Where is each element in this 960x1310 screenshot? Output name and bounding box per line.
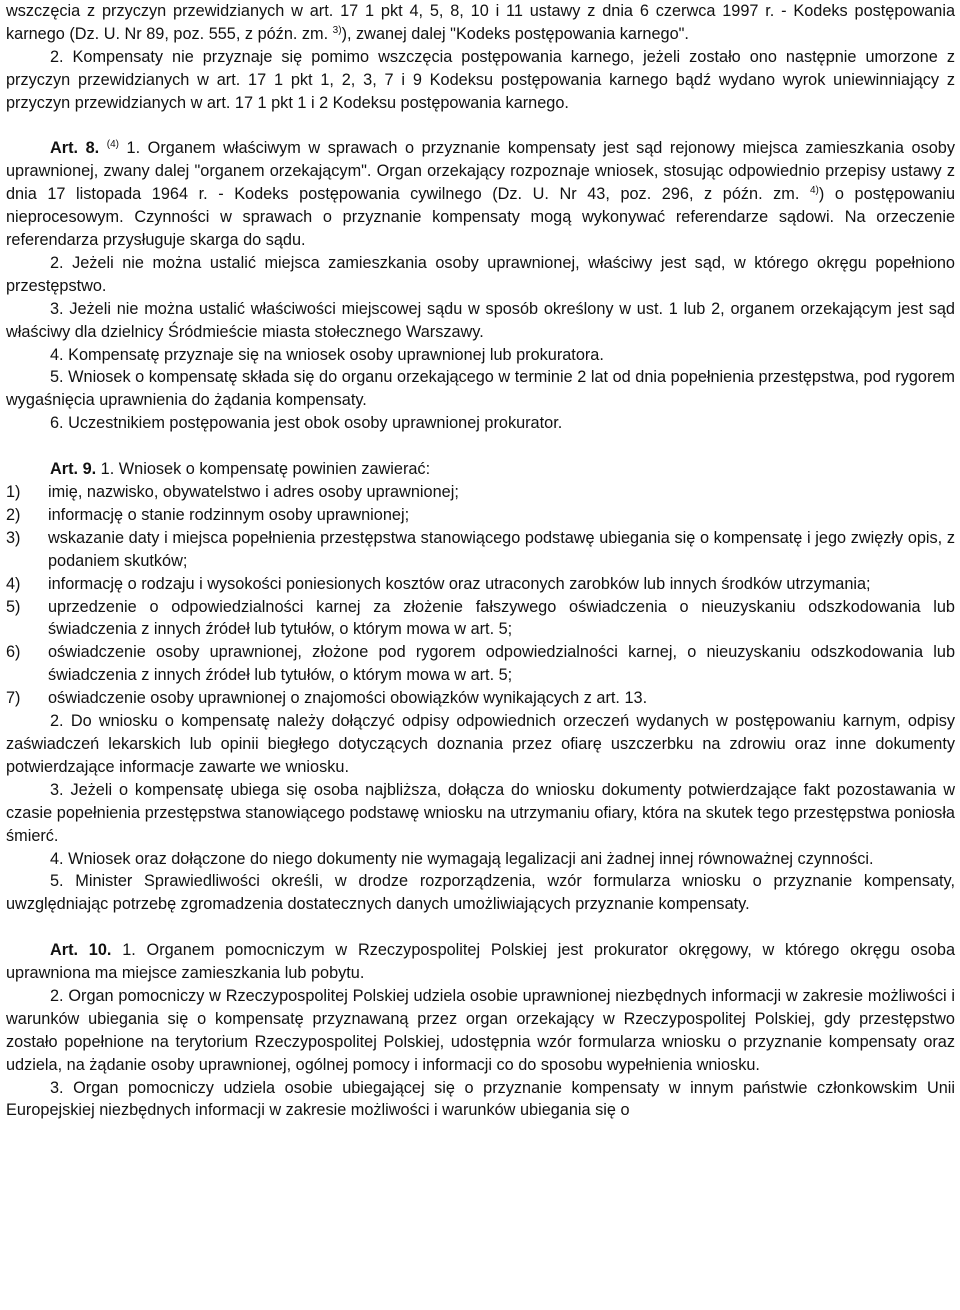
paragraph-text: imię, nazwisko, obywatelstwo i adres osoby uprawnionej; (48, 483, 459, 501)
paragraph (6, 1077, 955, 1123)
paragraph-text: 5. Minister Sprawiedliwości określi, w drodze rozporządzenia, wzór formularza wniosku o przyznanie kompensaty, uwzględniając potrzebę zgromadzenia dostatecznych danych umożliwiających przyznanie kompensaty. (6, 872, 955, 914)
paragraph-text: 2. Jeżeli nie można ustalić miejsca zamieszkania osoby uprawnionej, właściwy jest sąd, w którego okręgu popełniono przestępstwo. (6, 253, 955, 295)
paragraph (6, 137, 955, 252)
list-item (6, 481, 955, 504)
paragraph (6, 46, 955, 115)
paragraph-text: 2. Organ pomocniczy w Rzeczypospolitej Polskiej udziela osobie uprawnionej niezbędnych informacji w zakresie możliwości i warunków ubiegania się o kompensatę przyznawaną przez organ orzekający w Rzeczypospolitej Polskiej, gdy przestępstwo zostało popełnione na terytorium Rzeczypospolitej Polskiej, udostępnia wzór formularza wniosku o przyznanie kompensaty oraz udziela, na żądanie osoby uprawnionej, ogólnej pomocy i informacji co do sposobu wypełnienia wniosku. (6, 986, 955, 1074)
paragraph-text: ) o postępowaniu nieprocesowym. Czynności w sprawach o przyznanie kompensaty mogą wykonywać referendarze sądowi. Na orzeczenie referendarza przysługuje skarga do sądu. (6, 185, 955, 250)
paragraph-text: ), zwanej dalej "Kodeks postępowania karnego". (341, 24, 689, 43)
list-item-number: 4) (6, 574, 21, 593)
paragraph (6, 298, 955, 344)
footnote-reference: 4) (809, 185, 819, 197)
list-item (6, 687, 955, 710)
paragraph-text: 1. Organem właściwym w sprawach o przyznanie kompensaty jest sąd rejonowy miejsca zamieszkania osoby uprawnionej, zwany dalej "organem orzekającym". Organ orzekający rozpoznaje wniosek, stosując odpowiednio przepisy ustawy z dnia 17 listopada 1964 r. - Kodeks postępowania cywilnego (Dz. U. Nr 43, poz. 296, z późn. zm. (6, 139, 955, 204)
paragraph (6, 939, 955, 985)
paragraph-text: 3. Organ pomocniczy udziela osobie ubiegającej się o przyznanie kompensaty w innym państwie członkowskim Unii Europejskiej niezbędnych informacji w zakresie możliwości i warunków ubiegania się o (6, 1078, 955, 1120)
paragraph-text: informację o stanie rodzinnym osoby uprawnionej; (48, 505, 410, 524)
paragraph-spacer (6, 115, 955, 138)
paragraph (6, 412, 955, 435)
article-heading: Art. 8. (50, 139, 100, 158)
list-item-number: 1) (6, 483, 21, 501)
paragraph (6, 458, 955, 481)
article-heading: Art. 10. (50, 941, 112, 960)
paragraph (6, 985, 955, 1077)
article-heading: Art. 9. (50, 460, 97, 479)
list-item-number: 3) (6, 528, 21, 547)
list-item (6, 641, 955, 687)
paragraph-text: 2. Kompensaty nie przyznaje się pomimo wszczęcia postępowania karnego, jeżeli zostało ono następnie umorzone z przyczyn przewidzianych w art. 17 1 pkt 1, 2, 3, 7 i 9 Kodeksu postępowania karnego bądź wydano wyrok uniewinniający z przyczyn przewidzianych w art. 17 1 pkt 1 i 2 Kodeksu postępowania karnego. (6, 47, 955, 112)
paragraph-text: 3. Jeżeli o kompensatę ubiega się osoba najbliższa, dołącza do wniosku dokumenty potwierdzające fakt pozostawania w czasie popełnienia przestępstwa stanowiącego podstawę wniosku na utrzymaniu ofiary, która na skutek tego przestępstwa poniosła śmierć. (6, 780, 955, 845)
paragraph-spacer (6, 435, 955, 458)
list-item (6, 527, 955, 573)
list-item-number: 6) (6, 643, 21, 662)
paragraph (6, 779, 955, 848)
footnote-reference: (4) (106, 139, 119, 151)
paragraph-text: 1. Wniosek o kompensatę powinien zawierać: (96, 460, 431, 479)
paragraph (6, 366, 955, 412)
paragraph-text (99, 139, 107, 157)
list-item-number: 2) (6, 505, 21, 524)
list-item-number: 7) (6, 689, 21, 708)
paragraph (6, 710, 955, 779)
list-item (6, 504, 955, 527)
paragraph-text: informację o rodzaju i wysokości poniesionych kosztów oraz utraconych zarobków lub innych środków utrzymania; (48, 574, 871, 593)
paragraph-text: wskazanie daty i miejsca popełnienia przestępstwa stanowiącego podstawę ubiegania się o kompensatę i jego zwięzły opis, z podaniem skutków; (48, 528, 955, 570)
list-item (6, 596, 955, 642)
paragraph-text: 1. Organem pomocniczym w Rzeczypospolitej Polskiej jest prokurator okręgowy, w którego okręgu osoba uprawniona ma miejsce zamieszkania lub pobytu. (6, 941, 955, 983)
paragraph-text: uprzedzenie o odpowiedzialności karnej za złożenie fałszywego oświadczenia o nieuzyskaniu odszkodowania lub świadczenia z innych źródeł lub tytułów, o którym mowa w art. 5; (48, 597, 955, 639)
list-item-number: 5) (6, 597, 21, 616)
paragraph (6, 0, 955, 46)
paragraph (6, 848, 955, 871)
paragraph-text: 5. Wniosek o kompensatę składa się do organu orzekającego w terminie 2 lat od dnia popełnienia przestępstwa, pod rygorem wygaśnięcia uprawnienia do żądania kompensaty. (6, 368, 955, 410)
paragraph (6, 344, 955, 367)
paragraph-text: 3. Jeżeli nie można ustalić właściwości miejscowej sądu w sposób określony w ust. 1 lub 2, organem orzekającym jest sąd właściwy dla dzielnicy Śródmieście miasta stołecznego Warszawy. (6, 299, 955, 341)
footnote-reference: 3) (332, 24, 342, 36)
paragraph-text: 4. Wniosek oraz dołączone do niego dokumenty nie wymagają legalizacji ani żadnej innej równoważnej czynności. (50, 849, 874, 868)
paragraph-text: 6. Uczestnikiem postępowania jest obok osoby uprawnionej prokurator. (50, 414, 563, 433)
paragraph (6, 252, 955, 298)
paragraph-text: 4. Kompensatę przyznaje się na wniosek osoby uprawnionej lub prokuratora. (50, 345, 604, 364)
paragraph-text: oświadczenie osoby uprawnionej o znajomości obowiązków wynikających z art. 13. (48, 689, 648, 708)
paragraph-text: 2. Do wniosku o kompensatę należy dołączyć odpisy odpowiednich orzeczeń wydanych w postępowaniu karnym, odpisy zaświadczeń lekarskich lub opinii biegłego dotyczących doznania przez ofiarę uszczerbku na zdrowiu oraz inne dokumenty potwierdzające informacje zawarte we wniosku. (6, 712, 955, 776)
paragraph-text: oświadczenie osoby uprawnionej, złożone pod rygorem odpowiedzialności karnej, o nieuzyskaniu odszkodowania lub świadczenia z innych źródeł lub tytułów, o którym mowa w art. 5; (48, 643, 955, 685)
paragraph-text: wszczęcia z przyczyn przewidzianych w art. 17 1 pkt 4, 5, 8, 10 i 11 ustawy z dnia 6 czerwca 1997 r. - Kodeks postępowania karnego (Dz. U. Nr 89, poz. 555, z późn. zm. (6, 2, 955, 43)
paragraph-spacer (6, 916, 955, 939)
paragraph (6, 870, 955, 916)
list-item (6, 573, 955, 596)
